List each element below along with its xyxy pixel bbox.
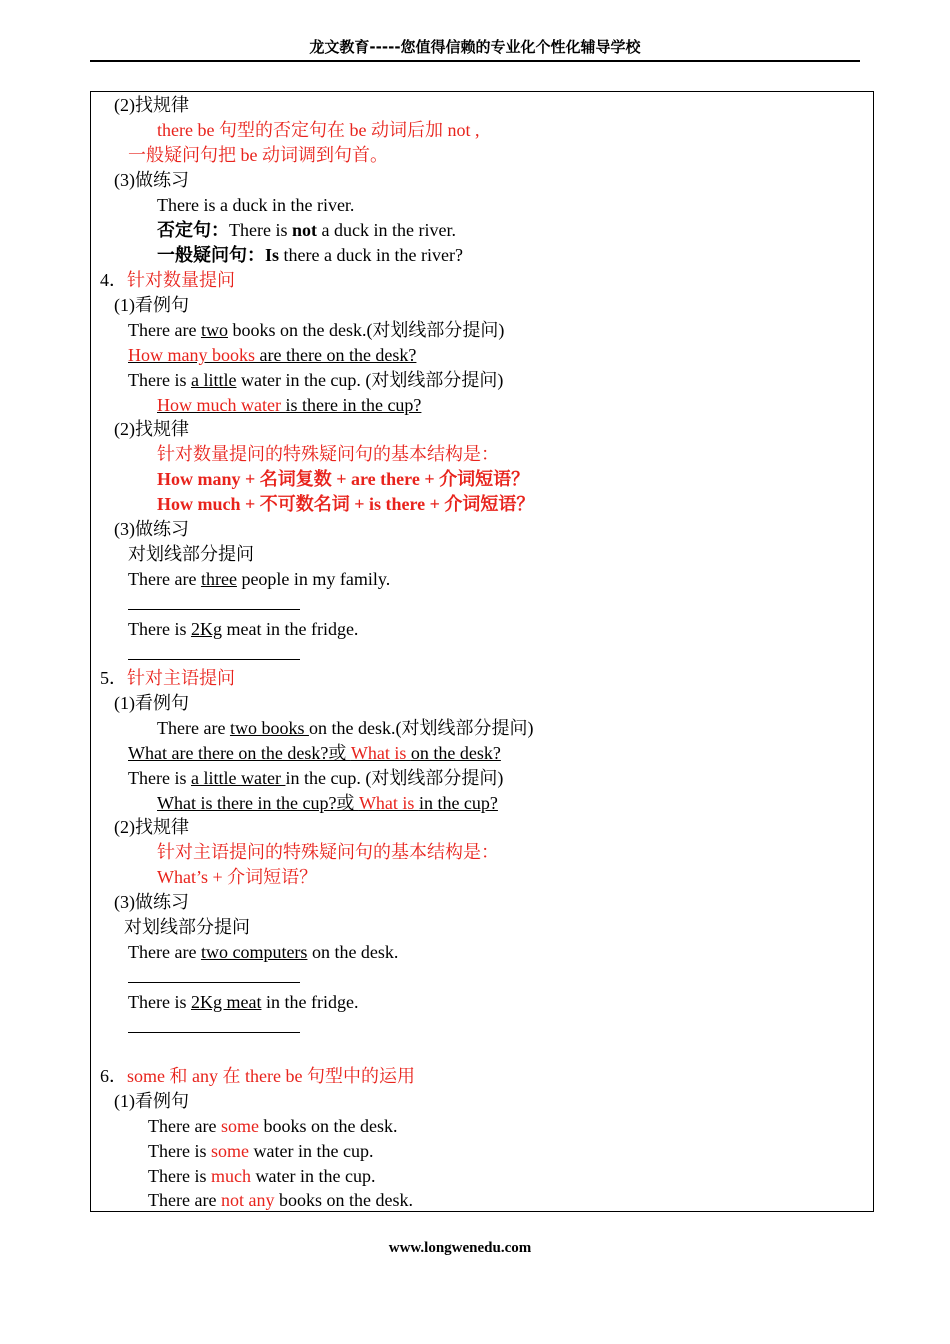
is-word: Is (265, 245, 280, 265)
section-heading-4: 4．针对数量提问 (100, 270, 235, 290)
rule-label: (2)找规律 (114, 419, 189, 439)
example-sentence: There are some books on the desk. (148, 1116, 398, 1136)
practice-sentence: There is 2Kg meat in the fridge. (128, 619, 359, 639)
rule-text: 针对主语提问的特殊疑问句的基本结构是： (157, 842, 499, 862)
practice-label: (3)做练习 (114, 170, 189, 190)
rule-text: 一般疑问句把 be 动词调到句首。 (128, 145, 388, 165)
section-heading-6: 6．some 和 any 在 there be 句型中的运用 (100, 1066, 415, 1086)
header-rule (90, 60, 860, 62)
example-sentence: There is a little water in the cup. (对划线部分提问) (128, 370, 504, 390)
answer-blank (128, 982, 300, 983)
practice-instruction: 对划线部分提问 (124, 917, 250, 937)
answer-sentence: What is there in the cup?或 What is in the cup? (157, 793, 498, 813)
example-sentence: There is some water in the cup. (148, 1141, 374, 1161)
practice-sentence: There is 2Kg meat in the fridge. (128, 992, 359, 1012)
example-sentence: There is much water in the cup. (148, 1166, 376, 1186)
answer-blank (128, 659, 300, 660)
question-label: 一般疑问句： (157, 245, 265, 265)
answer-sentence: How many books are there on the desk? (128, 345, 417, 365)
example-label: (1)看例句 (114, 295, 189, 315)
example-sentence: There are two books on the desk.(对划线部分提问) (128, 320, 505, 340)
practice-sentence: There are three people in my family. (128, 569, 391, 589)
rule-label: (2)找规律 (114, 817, 189, 837)
example-label: (1)看例句 (114, 1091, 189, 1111)
question-sentence: 一般疑问句：Is there a duck in the river? (157, 245, 463, 265)
practice-label: (3)做练习 (114, 892, 189, 912)
rule-text: 针对数量提问的特殊疑问句的基本结构是： (157, 444, 499, 464)
practice-instruction: 对划线部分提问 (128, 544, 254, 564)
example-sentence: There are not any books on the desk. (148, 1190, 413, 1210)
rule-formula: What’s + 介词短语？ (157, 867, 318, 887)
answer-blank (128, 1032, 300, 1033)
answer-blank (128, 609, 300, 610)
negative-label: 否定句： (157, 220, 229, 240)
negative-sentence: 否定句：There is not a duck in the river. (157, 220, 456, 240)
practice-sentence: There are two computers on the desk. (128, 942, 399, 962)
rule-formula: How many + 名词复数 + are there + 介词短语？ (157, 469, 530, 489)
answer-sentence: What are there on the desk?或 What is on the desk? (128, 743, 501, 763)
rule-label: (2)找规律 (114, 95, 189, 115)
answer-sentence: How much water is there in the cup? (157, 395, 422, 415)
rule-text: there be 句型的否定句在 be 动词后加 not , (157, 120, 480, 140)
page-header: 龙文教育-----您值得信赖的专业化个性化辅导学校 (309, 38, 641, 56)
section-heading-5: 5．针对主语提问 (100, 668, 235, 688)
page-footer-url: www.longwenedu.com (388, 1240, 532, 1256)
example-label: (1)看例句 (114, 693, 189, 713)
not-word: not (291, 220, 317, 240)
example-sentence: There is a duck in the river. (157, 195, 355, 215)
rule-formula: How much + 不可数名词 + is there + 介词短语？ (157, 494, 535, 514)
example-sentence: There is a little water in the cup. (对划线部分提问) (128, 768, 504, 788)
practice-label: (3)做练习 (114, 519, 189, 539)
example-sentence: There are two books on the desk.(对划线部分提问) (157, 718, 534, 738)
